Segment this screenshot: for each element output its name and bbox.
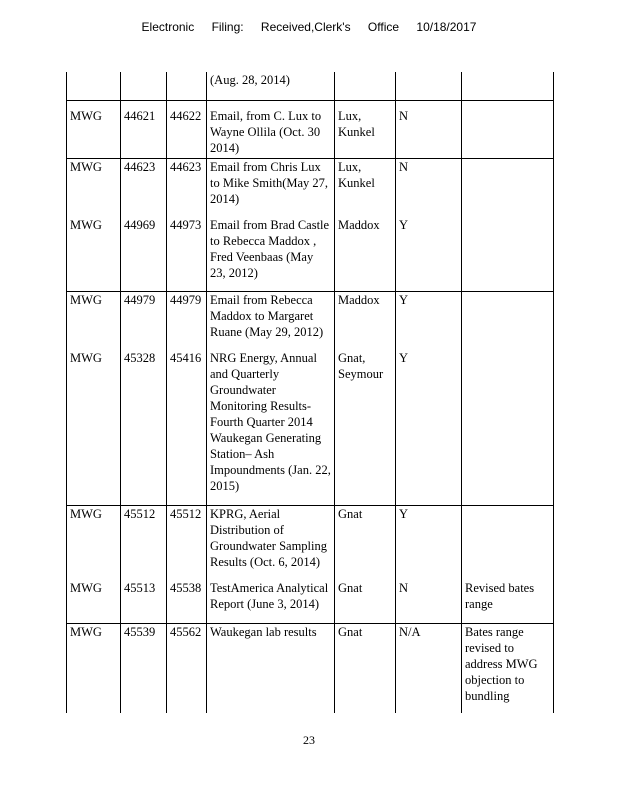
table-row (67, 291, 554, 350)
bates-end-cell: 44979 (167, 291, 207, 350)
party-cell: MWG (67, 158, 121, 217)
custodian-cell: Maddox (335, 217, 396, 291)
filing-stamp-header (0, 20, 618, 34)
objection-cell: N (396, 158, 462, 217)
bates-begin-cell: 44621 (121, 100, 167, 158)
bates-begin-cell (121, 72, 167, 100)
bates-end-cell: 45416 (167, 350, 207, 505)
custodian-cell: Maddox (335, 291, 396, 350)
objection-cell: Y (396, 291, 462, 350)
notes-cell: Revised bates range (462, 580, 554, 623)
bates-end-cell: 45512 (167, 505, 207, 580)
bates-end-cell: 45562 (167, 623, 207, 713)
objection-cell: N (396, 100, 462, 158)
notes-cell (462, 291, 554, 350)
description-cell: Email from Chris Lux to Mike Smith(May 27, 2014) (207, 158, 335, 217)
description-cell: TestAmerica Analytical Report (June 3, 2014) (207, 580, 335, 623)
description-cell: Email from Brad Castle to Rebecca Maddox , Fred Veenbaas (May 23, 2012) (207, 217, 335, 291)
table-row (67, 100, 554, 158)
custodian-cell (335, 72, 396, 100)
description-cell: Email from Rebecca Maddox to Margaret Ruane (May 29, 2012) (207, 291, 335, 350)
party-cell: MWG (67, 580, 121, 623)
bates-begin-cell: 45513 (121, 580, 167, 623)
objection-cell: Y (396, 350, 462, 505)
objection-cell: N (396, 580, 462, 623)
bates-begin-cell: 44969 (121, 217, 167, 291)
party-cell: MWG (67, 505, 121, 580)
description-cell: KPRG, Aerial Distribution of Groundwater Sampling Results (Oct. 6, 2014) (207, 505, 335, 580)
party-cell: MWG (67, 623, 121, 713)
page-number: 23 (303, 733, 315, 747)
objection-cell: Y (396, 217, 462, 291)
notes-cell (462, 505, 554, 580)
table-row (67, 217, 554, 291)
bates-begin-cell: 44979 (121, 291, 167, 350)
header-word-electronic: Electronic (141, 20, 195, 34)
custodian-cell: Gnat, Seymour (335, 350, 396, 505)
custodian-cell: Gnat (335, 623, 396, 713)
table-row (67, 505, 554, 580)
custodian-cell: Lux, Kunkel (335, 158, 396, 217)
description-cell: (Aug. 28, 2014) (207, 72, 335, 100)
header-word-office: Office (367, 20, 400, 34)
header-word-received-clerks: Received,Clerk's (260, 20, 351, 34)
table-row (67, 350, 554, 505)
bates-begin-cell: 44623 (121, 158, 167, 217)
objection-cell (396, 72, 462, 100)
table-row (67, 623, 554, 713)
bates-end-cell: 45538 (167, 580, 207, 623)
party-cell (67, 72, 121, 100)
bates-end-cell: 44622 (167, 100, 207, 158)
description-cell: NRG Energy, Annual and Quarterly Groundwater Monitoring Results- Fourth Quarter 2014 Waukegan Generating Station– Ash Impoundments (Jan. 22, 2015) (207, 350, 335, 505)
exhibit-table (66, 72, 554, 713)
bates-end-cell: 44973 (167, 217, 207, 291)
header-word-filing: Filing: (211, 20, 244, 34)
notes-cell (462, 158, 554, 217)
notes-cell (462, 350, 554, 505)
party-cell: MWG (67, 350, 121, 505)
notes-cell (462, 72, 554, 100)
party-cell: MWG (67, 100, 121, 158)
custodian-cell: Gnat (335, 580, 396, 623)
notes-cell: Bates range revised to address MWG objection to bundling (462, 623, 554, 713)
notes-cell (462, 100, 554, 158)
bates-end-cell (167, 72, 207, 100)
bates-end-cell: 44623 (167, 158, 207, 217)
description-cell: Email, from C. Lux to Wayne Ollila (Oct. 30 2014) (207, 100, 335, 158)
header-date: 10/18/2017 (416, 20, 477, 34)
bates-begin-cell: 45328 (121, 350, 167, 505)
custodian-cell: Gnat (335, 505, 396, 580)
notes-cell (462, 217, 554, 291)
party-cell: MWG (67, 291, 121, 350)
objection-cell: N/A (396, 623, 462, 713)
bates-begin-cell: 45539 (121, 623, 167, 713)
description-cell: Waukegan lab results (207, 623, 335, 713)
table-row (67, 72, 554, 100)
party-cell: MWG (67, 217, 121, 291)
table-row (67, 580, 554, 623)
custodian-cell: Lux, Kunkel (335, 100, 396, 158)
table-row (67, 158, 554, 217)
bates-begin-cell: 45512 (121, 505, 167, 580)
objection-cell: Y (396, 505, 462, 580)
